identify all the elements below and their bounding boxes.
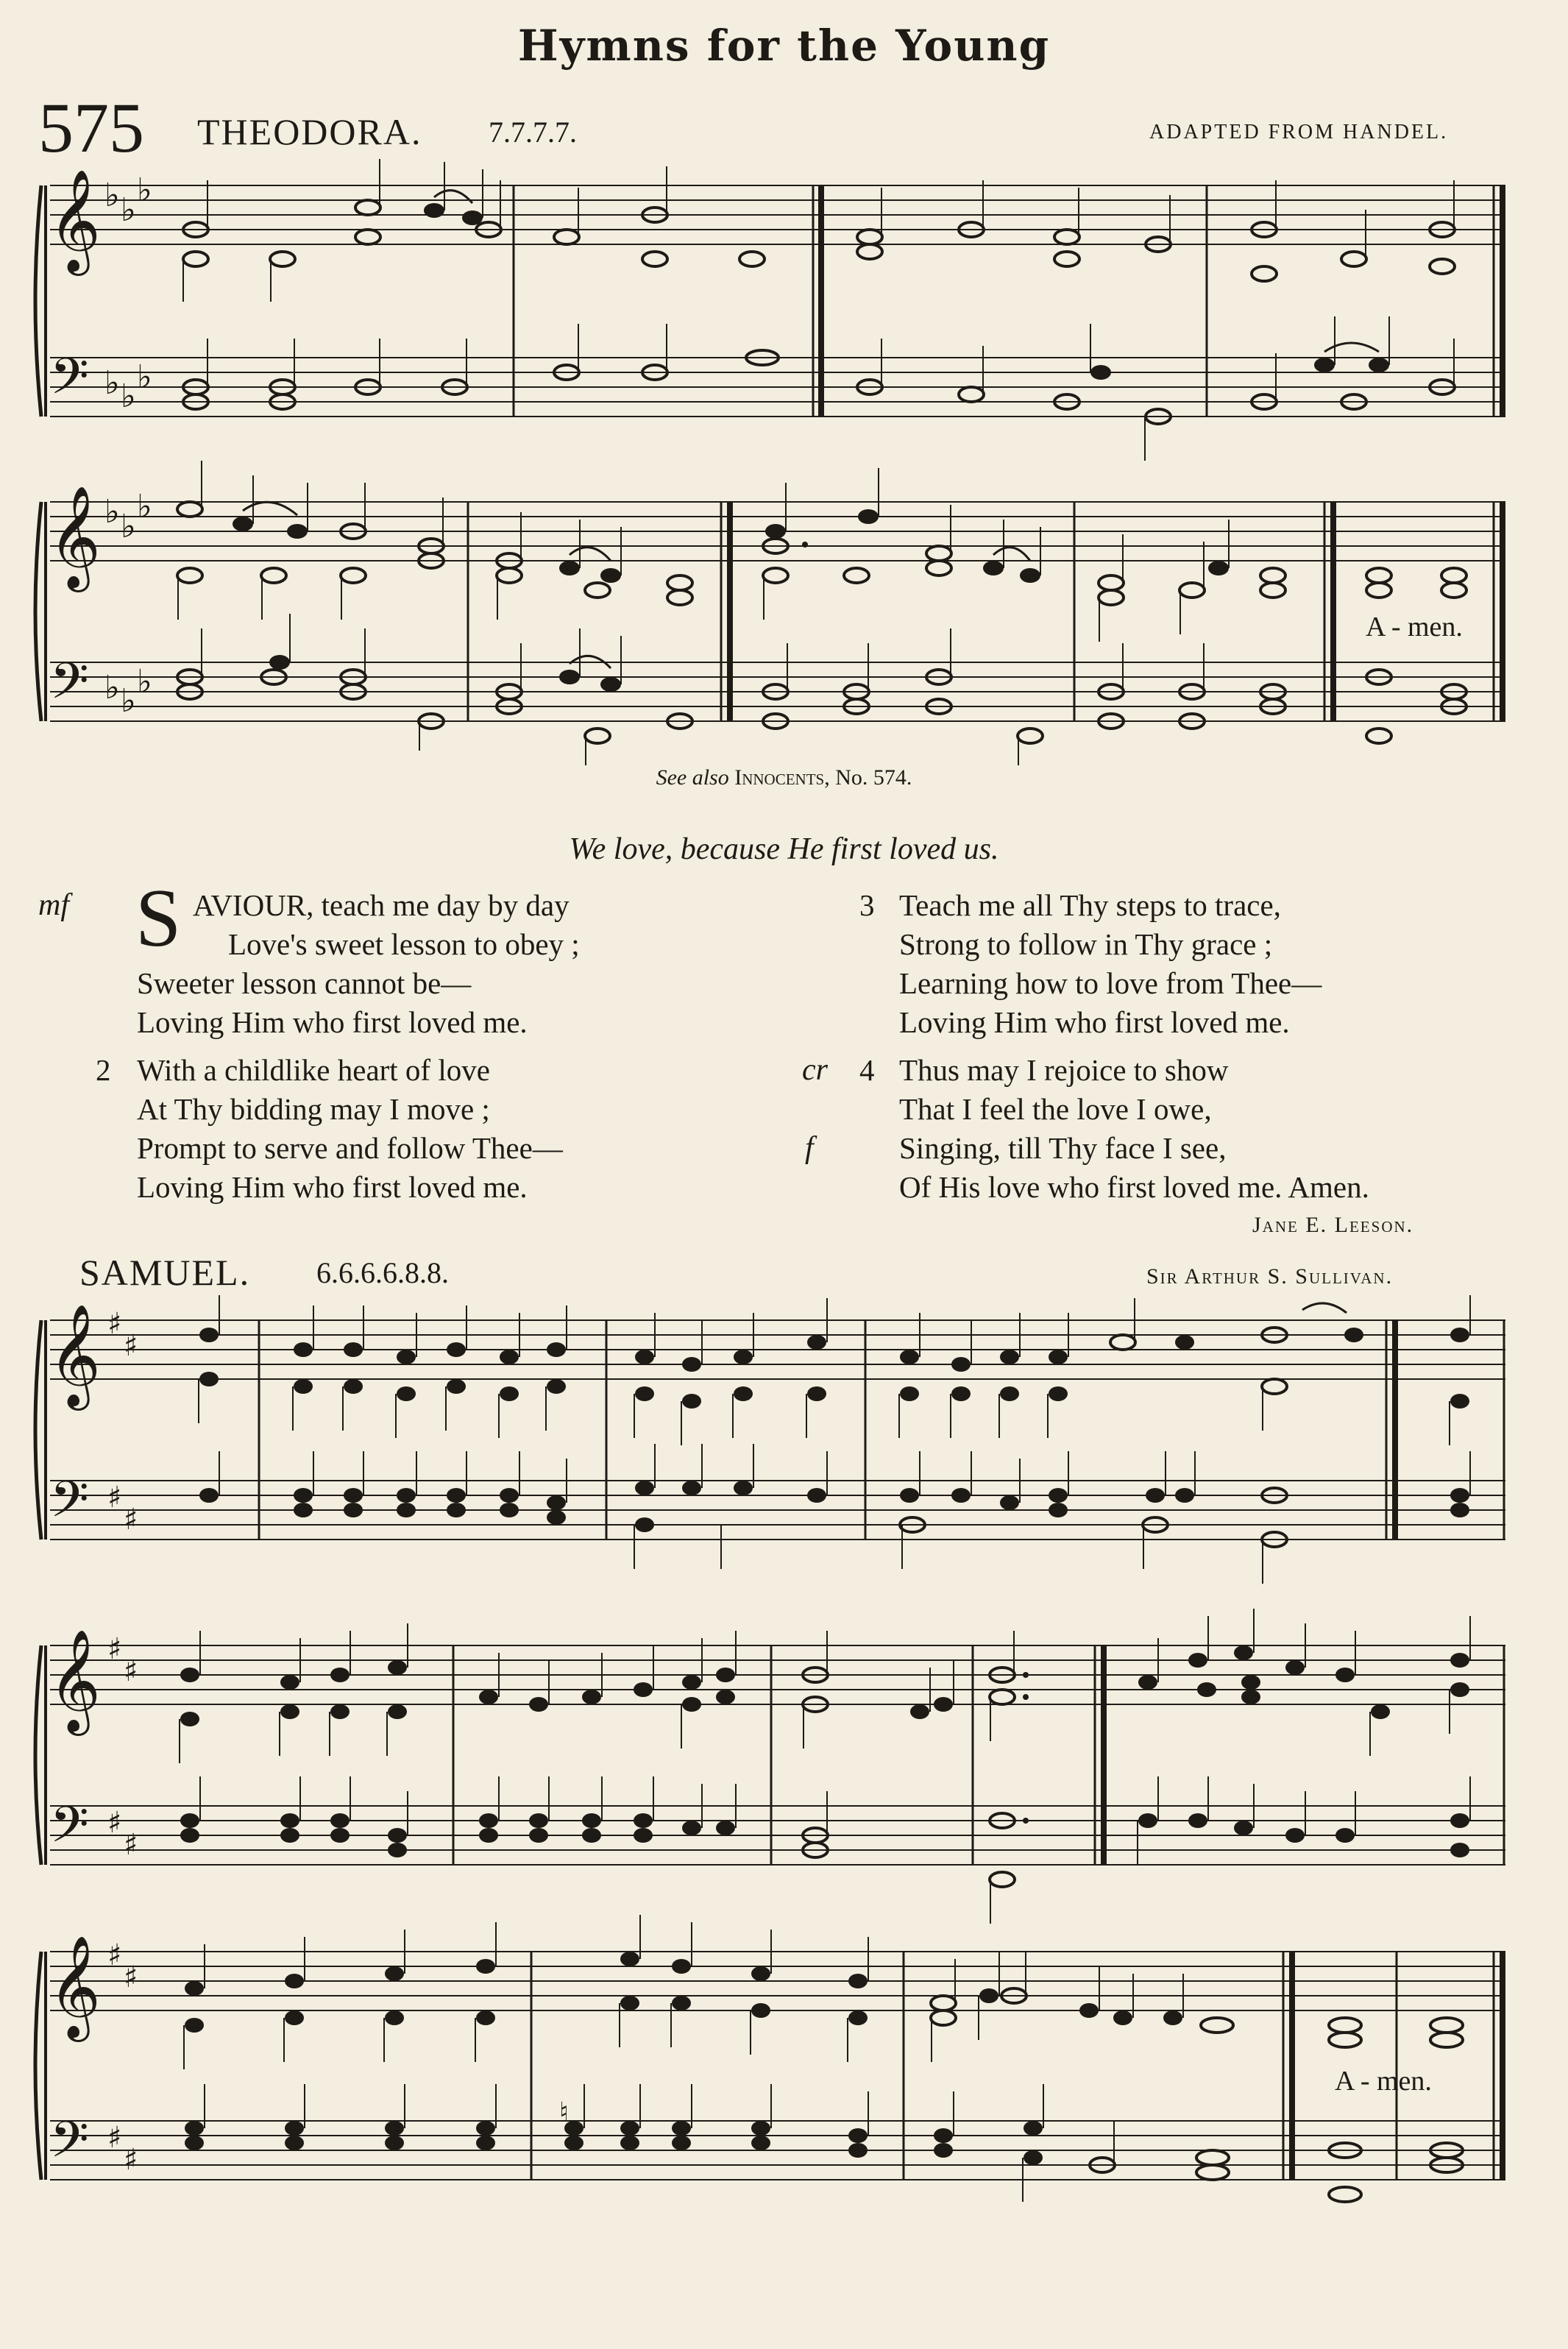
see-also-number: No. 574.	[835, 765, 912, 790]
svg-text:♯: ♯	[107, 1806, 122, 1840]
svg-text:♯: ♯	[107, 1938, 122, 1972]
scripture-motto: We love, because He first loved us.	[569, 832, 999, 866]
samuel-system-1	[35, 1295, 1505, 1584]
svg-text:𝄞: 𝄞	[49, 486, 101, 588]
svg-text:♭: ♭	[137, 171, 152, 209]
verse-3-line-3: Learning how to love from Thee—	[899, 966, 1322, 1000]
samuel-system-3	[35, 1915, 1505, 2202]
svg-text:♭: ♭	[137, 663, 152, 701]
theodora-system-1	[35, 159, 1505, 461]
svg-text:♭: ♭	[121, 682, 136, 720]
svg-text:♯: ♯	[124, 1329, 138, 1363]
svg-text:♭: ♭	[121, 508, 136, 545]
verse-1-dynamic: mf	[38, 888, 69, 922]
author-credit: Jane E. Leeson.	[1252, 1213, 1414, 1237]
verse-3-line-2: Strong to follow in Thy grace ;	[899, 927, 1273, 961]
svg-text:♯: ♯	[124, 1503, 138, 1537]
verse-2-line-4: Loving Him who first loved me.	[137, 1170, 528, 1204]
svg-text:𝄞: 𝄞	[49, 169, 101, 272]
see-also-note	[0, 765, 1568, 790]
svg-text:♭: ♭	[121, 191, 136, 229]
verse-4-line-3: Singing, till Thy face I see,	[899, 1131, 1227, 1165]
verse-2-line-1: With a childlike heart of love	[137, 1053, 490, 1087]
svg-text:♯: ♯	[107, 1632, 122, 1666]
samuel-system-2	[35, 1609, 1505, 1924]
svg-text:♭: ♭	[137, 358, 152, 396]
verse-4-dynamic-cr: cr	[802, 1053, 828, 1087]
tune-meter: 7.7.7.7.	[489, 116, 577, 149]
verse-1-line-3: Sweeter lesson cannot be—	[137, 966, 472, 1000]
running-header: Hymns for the Young	[517, 21, 1051, 71]
svg-text:𝄢: 𝄢	[50, 653, 89, 723]
verse-1-drop-cap: S	[135, 873, 182, 964]
verse-2-number: 2	[96, 1053, 111, 1087]
svg-text:𝄢: 𝄢	[50, 1796, 89, 1866]
svg-text:♯: ♯	[107, 1481, 122, 1514]
theodora-system-2	[35, 461, 1505, 765]
samuel-amen: A - men.	[1335, 2066, 1432, 2097]
svg-text:♯: ♯	[124, 1960, 138, 1994]
svg-text:♭: ♭	[104, 669, 120, 706]
svg-text:𝄢: 𝄢	[50, 348, 89, 418]
svg-text:♭: ♭	[104, 364, 120, 402]
verse-4-line-2: That I feel the love I owe,	[899, 1092, 1212, 1126]
svg-text:♯: ♯	[124, 1828, 138, 1862]
verse-4-line-1: Thus may I rejoice to show	[899, 1053, 1229, 1087]
samuel-score	[0, 1295, 1568, 2222]
verse-1-line-1: AVIOUR, teach me day by day	[193, 888, 570, 922]
svg-text:𝄢: 𝄢	[50, 2111, 89, 2181]
svg-text:𝄞: 𝄞	[49, 1935, 101, 2038]
verse-4-line-4: Of His love who first loved me. Amen.	[899, 1170, 1369, 1204]
tune2-name: SAMUEL.	[79, 1252, 251, 1293]
verse-3-line-1: Teach me all Thy steps to trace,	[899, 888, 1281, 922]
tune2-meter: 6.6.6.6.8.8.	[316, 1256, 449, 1289]
svg-text:♯: ♯	[124, 1654, 138, 1688]
verse-2-line-3: Prompt to serve and follow Thee—	[137, 1131, 563, 1165]
verse-1-line-2: Love's sweet lesson to obey ;	[228, 927, 580, 961]
verse-3-line-4: Loving Him who first loved me.	[899, 1005, 1290, 1039]
hymn-number: 575	[38, 88, 144, 167]
verse-4-dynamic-f: f	[805, 1131, 814, 1165]
svg-text:♭: ♭	[104, 177, 120, 214]
see-also-title: Innocents,	[734, 765, 830, 790]
verse-4-number: 4	[859, 1053, 875, 1087]
svg-text:♮: ♮	[559, 2097, 569, 2127]
verse-3-number: 3	[859, 888, 875, 922]
see-also-prefix: See also	[656, 765, 729, 790]
svg-text:♯: ♯	[124, 2143, 138, 2177]
svg-text:♭: ♭	[137, 488, 152, 525]
verse-2-line-2: At Thy bidding may I move ;	[137, 1092, 490, 1126]
tune-name: THEODORA.	[197, 111, 422, 152]
svg-text:♭: ♭	[104, 493, 120, 531]
svg-text:𝄢: 𝄢	[50, 1471, 89, 1541]
svg-text:♯: ♯	[107, 2121, 122, 2155]
tune2-composer: Sir Arthur S. Sullivan.	[1146, 1264, 1394, 1289]
svg-text:𝄞: 𝄞	[49, 1629, 101, 1732]
arranger-credit: ADAPTED FROM HANDEL.	[1149, 121, 1449, 144]
verse-1-line-4: Loving Him who first loved me.	[137, 1005, 528, 1039]
svg-text:𝄞: 𝄞	[49, 1304, 101, 1406]
theodora-score	[0, 0, 1568, 765]
svg-text:♭: ♭	[121, 378, 136, 415]
theodora-amen: A - men.	[1366, 612, 1463, 642]
svg-text:♯: ♯	[107, 1307, 122, 1341]
